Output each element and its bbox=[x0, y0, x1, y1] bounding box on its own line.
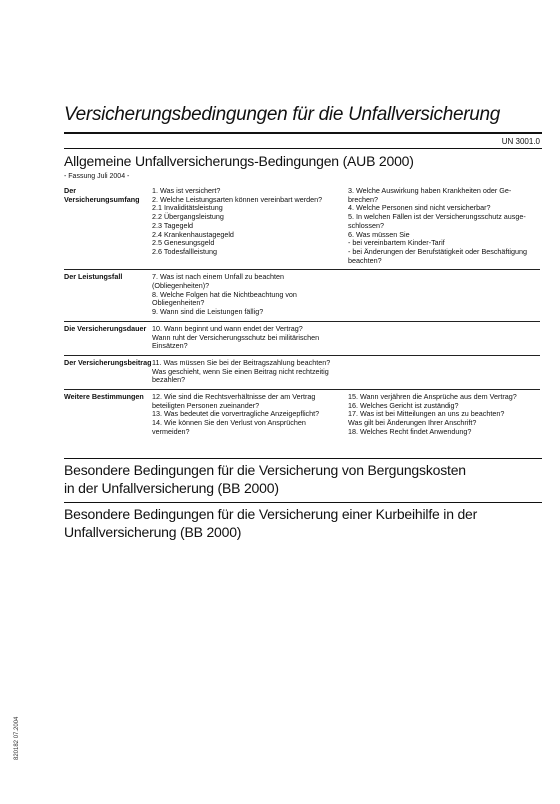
question-line: - bei vereinbartem Kinder-Tarif bbox=[348, 238, 445, 248]
kur-title-line1: Besondere Bedingungen für die Versicherung einer Kurbeihilfe in der bbox=[64, 506, 478, 522]
question-line: 2.3 Tagegeld bbox=[152, 220, 194, 230]
print-code: 820182 07.2004 bbox=[14, 716, 20, 760]
questions-col1 bbox=[152, 390, 348, 441]
question-line: 13. Was bedeutet die vorvertragliche Anzeigepflicht? bbox=[152, 409, 320, 419]
question-line: 2.6 Todesfallleistung bbox=[152, 246, 217, 256]
question-line: 16. Welches Gericht ist zuständig? bbox=[348, 400, 459, 410]
aub-contents-body bbox=[64, 184, 540, 441]
question-line: beteiligten Personen zueinander? bbox=[152, 400, 260, 410]
question-line: 7. Was ist nach einem Unfall zu beachten bbox=[152, 272, 284, 282]
question-line: beachten? bbox=[348, 255, 382, 265]
question-line: Wann ruht der Versicherungsschutz bei militärischen bbox=[152, 332, 320, 342]
questions-col1 bbox=[152, 321, 348, 355]
section-label-line: Der bbox=[64, 186, 76, 195]
bergung-rule bbox=[64, 458, 542, 459]
question-line: - bei Änderungen der Berufstätigkeit oder Beschäftigung bbox=[348, 246, 528, 256]
section-label-line: Die Versicherungsdauer bbox=[64, 323, 147, 333]
question-line: 3. Welche Auswirkung haben Krankheiten oder Ge- bbox=[348, 186, 512, 195]
bergung-title-line1: Besondere Bedingungen für die Versicherung von Bergungskosten bbox=[64, 462, 466, 478]
questions-col1 bbox=[152, 270, 348, 322]
question-line: 9. Wann sind die Leistungen fällig? bbox=[152, 307, 264, 317]
kur-rule bbox=[64, 502, 542, 503]
row-label bbox=[64, 270, 152, 322]
question-line: 2.1 Invaliditätsleistung bbox=[152, 203, 223, 213]
aub-subtitle: - Fassung Juli 2004 - bbox=[64, 173, 130, 180]
row-label bbox=[64, 184, 152, 270]
title-rule bbox=[64, 132, 542, 134]
questions-col1 bbox=[152, 355, 348, 389]
contents-row bbox=[64, 321, 540, 355]
aub-contents-table bbox=[64, 184, 540, 441]
section-label-line: Der Leistungsfall bbox=[64, 272, 123, 282]
question-line: 11. Was müssen Sie bei der Beitragszahlung beachten? bbox=[152, 357, 331, 367]
question-line: 2.5 Genesungsgeld bbox=[152, 238, 215, 248]
question-line: 12. Wie sind die Rechtsverhältnisse der am Vertrag bbox=[152, 392, 316, 402]
question-line: 1. Was ist versichert? bbox=[152, 186, 221, 195]
questions-col2 bbox=[348, 184, 540, 270]
questions-col2 bbox=[348, 270, 540, 322]
row-label bbox=[64, 355, 152, 389]
kur-title-line2: Unfallversicherung (BB 2000) bbox=[64, 524, 242, 540]
document-code: UN 3001.0 bbox=[501, 137, 540, 146]
question-line: (Obliegenheiten)? bbox=[152, 281, 210, 291]
question-line: 2. Welche Leistungsarten können vereinbart werden? bbox=[152, 194, 323, 204]
bergung-title-line2: in der Unfallversicherung (BB 2000) bbox=[64, 480, 279, 496]
question-line: 4. Welche Personen sind nicht versicherbar? bbox=[348, 203, 491, 213]
question-line: brechen? bbox=[348, 194, 378, 204]
aub-title: Allgemeine Unfallversicherungs-Bedingungen (AUB 2000) bbox=[64, 153, 414, 169]
question-line: bezahlen? bbox=[152, 375, 186, 385]
question-line: Was gilt bei Änderungen Ihrer Anschrift? bbox=[348, 418, 477, 428]
question-line: Obliegenheiten? bbox=[152, 298, 205, 308]
section-label-line: Weitere Bestimmungen bbox=[64, 392, 144, 402]
question-line: 5. In welchen Fällen ist der Versicherungsschutz ausge- bbox=[348, 212, 526, 222]
question-line: Was geschieht, wenn Sie einen Beitrag nicht rechtzeitig bbox=[152, 366, 329, 376]
contents-row bbox=[64, 270, 540, 322]
question-line: 2.4 Krankenhaustagegeld bbox=[152, 229, 234, 239]
questions-col2 bbox=[348, 355, 540, 389]
questions-col2 bbox=[348, 321, 540, 355]
contents-row bbox=[64, 184, 540, 270]
question-line: schlossen? bbox=[348, 220, 384, 230]
row-label bbox=[64, 321, 152, 355]
section-label-line: Der Versicherungsbeitrag bbox=[64, 357, 152, 367]
question-line: 14. Wie können Sie den Verlust von Ansprüchen bbox=[152, 418, 306, 428]
section-label-line: Versicherungsumfang bbox=[64, 194, 140, 204]
row-label bbox=[64, 390, 152, 441]
question-line: 8. Welche Folgen hat die Nichtbeachtung von bbox=[152, 289, 297, 299]
question-line: vermeiden? bbox=[152, 426, 190, 436]
question-line: 6. Was müssen Sie bbox=[348, 229, 410, 239]
questions-col1 bbox=[152, 184, 348, 270]
contents-row bbox=[64, 390, 540, 441]
aub-rule bbox=[64, 148, 542, 149]
questions-col2 bbox=[348, 390, 540, 441]
document-title: Versicherungsbedingungen für die Unfallversicherung bbox=[64, 104, 501, 125]
question-line: 18. Welches Recht findet Anwendung? bbox=[348, 426, 472, 436]
question-line: Einsätzen? bbox=[152, 341, 188, 351]
question-line: 15. Wann verjähren die Ansprüche aus dem Vertrag? bbox=[348, 392, 517, 402]
question-line: 17. Was ist bei Mitteilungen an uns zu beachten? bbox=[348, 409, 505, 419]
question-line: 10. Wann beginnt und wann endet der Vertrag? bbox=[152, 323, 303, 333]
contents-row bbox=[64, 355, 540, 389]
question-line: 2.2 Übergangsleistung bbox=[152, 212, 224, 222]
